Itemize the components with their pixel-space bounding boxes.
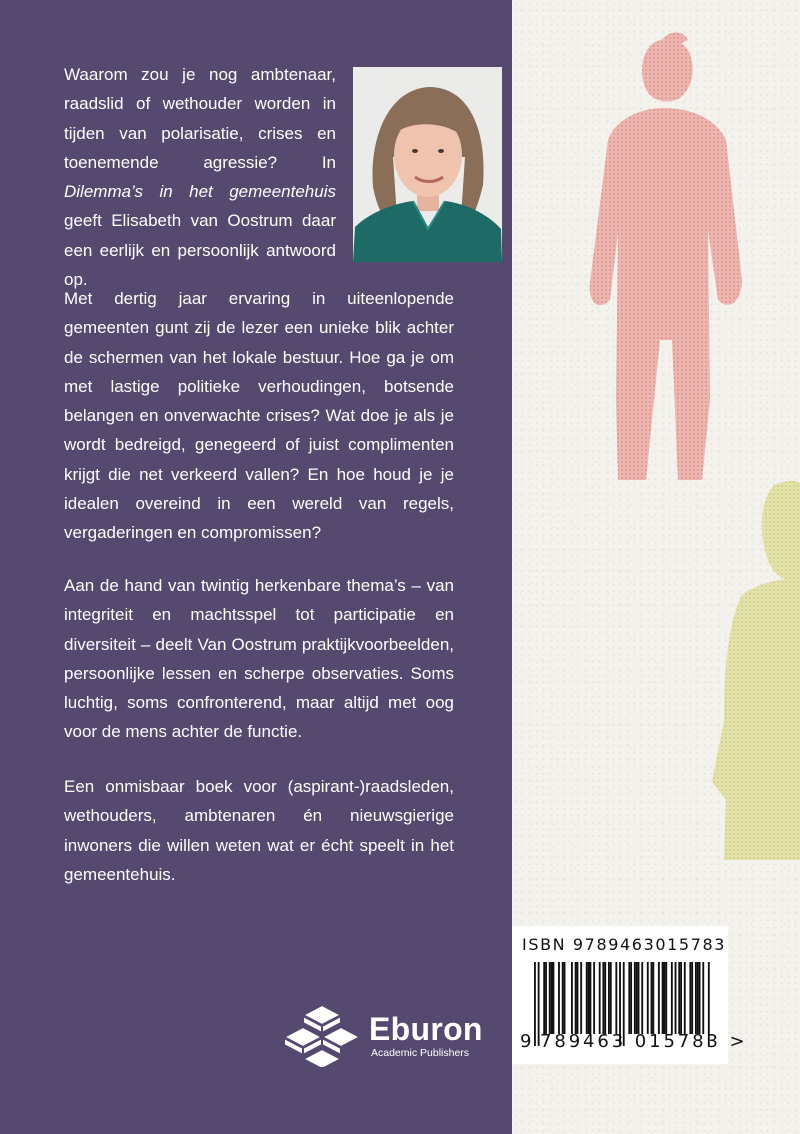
barcode-bar (636, 962, 638, 1034)
barcode-bar (534, 962, 536, 1046)
barcode-bar (543, 962, 545, 1034)
experience-paragraph: Met dertig jaar ervaring in uiteenlopende gemeenten gunt zij de lezer een unieke blik achter de schermen van het lokale bestuur. Hoe ga je om met lastige politieke verhoudingen, botsende belangen en onverwachte crises? Wat doe je als je wordt bedreigd, genegeerd of juist complimenten krijgt die net verkeerd vallen? En hoe houd je je idealen overeind in een wereld van regels, vergaderingen en compromissen? (64, 289, 454, 543)
book-title-italic: Dilemma’s in het gemeentehuis (64, 182, 336, 202)
barcode-bar (562, 962, 564, 1034)
barcode-bar (664, 962, 666, 1034)
barcode-bar (610, 962, 612, 1034)
barcode-bar (689, 962, 691, 1034)
isbn-digits: 789463 015783 > (540, 1031, 748, 1052)
barcode-bar (651, 962, 653, 1034)
publisher-name: Eburon (369, 1011, 483, 1047)
barcode-bar (588, 962, 590, 1034)
barcode-bar (558, 962, 560, 1034)
barcode-bar (662, 962, 664, 1034)
intro-text-end: geeft Elisabeth van Oostrum daar een eerlijk en persoonlijk antwoord op. (64, 211, 336, 290)
barcode-bar (575, 962, 577, 1034)
barcode-bar (564, 962, 566, 1034)
barcode-bar (638, 962, 640, 1034)
publisher-tagline: Academic Publishers (371, 1047, 470, 1059)
barcode-bar (671, 962, 673, 1034)
barcode-bar (604, 962, 606, 1034)
barcode-bar (586, 962, 588, 1034)
isbn-first-digit: 9 (520, 1031, 532, 1052)
intro-paragraph (64, 60, 336, 294)
barcode-bar (553, 962, 555, 1034)
barcode-bar (678, 962, 680, 1034)
barcode-bar (665, 962, 667, 1034)
barcode-bar (571, 962, 573, 1034)
barcode-bar (641, 962, 643, 1034)
isbn-label: ISBN 9789463015783 (522, 935, 727, 954)
barcode-bar (634, 962, 636, 1034)
barcode-bar (680, 962, 682, 1034)
audience-paragraph: Een onmisbaar boek voor (aspirant-)raadsleden, wethouders, ambtenaren én nieuwsgierige inwoners die willen weten wat er écht speelt in het gemeentehuis. (64, 777, 454, 884)
barcode-bar (602, 962, 604, 1034)
barcode-bar (675, 962, 677, 1034)
barcode-bar (593, 962, 595, 1034)
barcode-bar (608, 962, 610, 1034)
barcode-bar (580, 962, 582, 1034)
barcode-bar (549, 962, 551, 1034)
pink-person-figure (590, 33, 742, 481)
author-photo (353, 67, 502, 262)
barcode-bar (545, 962, 547, 1034)
barcode-bar (577, 962, 579, 1034)
barcode-bar (599, 962, 601, 1034)
barcode-bar (551, 962, 553, 1034)
isbn-barcode-block (512, 926, 748, 1064)
barcode-bar (695, 962, 697, 1034)
eburon-logo-icon (285, 1003, 359, 1067)
barcode-bar (699, 962, 701, 1034)
intro-text-start: Waarom zou je nog ambtenaar, raadslid of wethouder worden in tijden van polarisatie, crises en toenemende agressie? In (64, 65, 336, 172)
barcode-bar (658, 962, 660, 1034)
barcode-bar (702, 962, 704, 1034)
barcode-bar (647, 962, 649, 1034)
barcode-bar (590, 962, 592, 1034)
barcode-bar (684, 962, 686, 1034)
barcode-bar (630, 962, 632, 1034)
green-person-figure (712, 481, 800, 860)
themes-paragraph: Aan de hand van twintig herkenbare thema’s – van integriteit en machtsspel tot participatie en diversiteit – deelt Van Oostrum praktijkvoorbeelden, persoonlijke lessen en scherpe observaties. Soms luchtig, soms confronterend, maar altijd met oog voor de mens achter de functie. (64, 576, 454, 742)
barcode-bar (652, 962, 654, 1034)
barcode-bar (615, 962, 617, 1034)
barcode-bar (628, 962, 630, 1034)
barcode-bar (697, 962, 699, 1034)
barcode-bar (691, 962, 693, 1034)
